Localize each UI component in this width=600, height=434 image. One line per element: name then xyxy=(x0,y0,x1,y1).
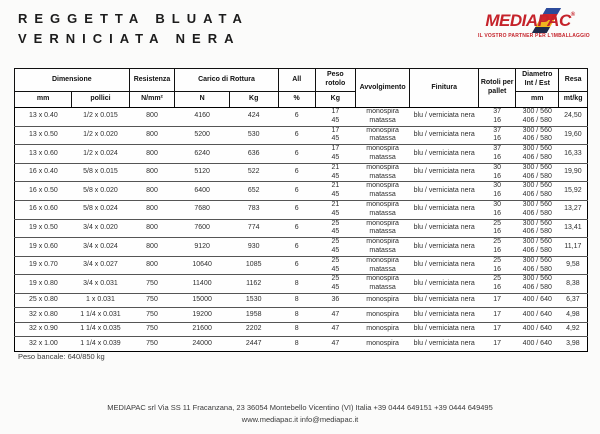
cell-rotoli-pallet: 30 16 xyxy=(479,163,516,182)
header-resa: Resa xyxy=(559,69,588,92)
cell-peso-rotolo: 47 xyxy=(331,339,340,347)
cell-pollici: 1/2 x 0.020 xyxy=(72,126,129,145)
page-title xyxy=(18,9,249,49)
cell-resistenza: 750 xyxy=(129,293,175,308)
cell-mm: 19 x 0.80 xyxy=(15,275,72,294)
cell-rotoli-pallet: 25 16 xyxy=(479,275,516,294)
page-title-line1: REGGETTA BLUATA xyxy=(18,11,249,26)
cell-rotoli-pallet: 17 xyxy=(479,308,516,323)
table-row xyxy=(15,182,588,201)
cell-avvolgimento: monospira matassa xyxy=(355,126,409,145)
cell-carico-n: 5200 xyxy=(175,126,229,145)
cell-avvolgimento: monospira xyxy=(355,322,409,337)
cell-all: 6 xyxy=(278,108,315,127)
cell-diametro: 400 / 640 xyxy=(516,322,559,337)
cell-carico-n: 5120 xyxy=(175,163,229,182)
table-row xyxy=(15,126,588,145)
cell-all: 8 xyxy=(278,308,315,323)
cell-all: 8 xyxy=(278,322,315,337)
header-dimensione: Dimensione xyxy=(15,69,130,92)
cell-mm: 32 x 0.80 xyxy=(15,308,72,323)
cell-carico-n: 7600 xyxy=(175,219,229,238)
footer-address: MEDIAPAC srl Via SS 11 Fracanzana, 23 36054 Montebello Vicentino (VI) Italia +39 0444 649151 +39 0444 649495 xyxy=(107,403,493,412)
cell-resistenza: 800 xyxy=(129,238,175,257)
cell-all: 8 xyxy=(278,275,315,294)
cell-rotoli-pallet: 30 16 xyxy=(479,200,516,219)
cell-pollici: 1 1/4 x 0.031 xyxy=(72,308,129,323)
cell-avvolgimento: monospira matassa xyxy=(355,182,409,201)
cell-finitura: blu / verniciata nera xyxy=(410,182,479,201)
cell-resistenza: 750 xyxy=(129,308,175,323)
cell-diametro: 400 / 640 xyxy=(522,339,552,347)
cell-avvolgimento: monospira matassa xyxy=(355,200,409,219)
header-unit-peso-kg: Kg xyxy=(315,92,355,108)
cell-resa: 6,37 xyxy=(559,293,588,308)
cell-carico-kg: 1530 xyxy=(229,293,278,308)
cell-carico-n: 24000 xyxy=(192,339,212,347)
cell-all: 6 xyxy=(278,182,315,201)
header-finitura: Finitura xyxy=(410,69,479,108)
cell-rotoli-pallet: 25 16 xyxy=(479,219,516,238)
cell-finitura: blu / verniciata nera xyxy=(410,308,479,323)
cell-pollici: 1/2 x 0.024 xyxy=(72,145,129,164)
header-peso-rotolo: Peso rotolo xyxy=(315,69,355,92)
cell-carico-kg: 424 xyxy=(229,108,278,127)
cell-all: 6 xyxy=(278,256,315,275)
header-unit-n: N xyxy=(175,92,229,108)
cell-resa: 16,33 xyxy=(559,145,588,164)
cell-all: 8 xyxy=(294,339,299,347)
cell-resistenza: 800 xyxy=(129,219,175,238)
cell-resa: 24,50 xyxy=(559,108,588,127)
cell-pollici: 1 x 0.031 xyxy=(72,293,129,308)
cell-finitura: blu / verniciata nera xyxy=(410,293,479,308)
cell-avvolgimento: monospira matassa xyxy=(355,256,409,275)
cell-mm: 16 x 0.50 xyxy=(15,182,72,201)
cell-resistenza: 800 xyxy=(129,126,175,145)
cell-mm: 16 x 0.40 xyxy=(15,163,72,182)
cell-diametro: 300 / 560 406 / 580 xyxy=(516,182,559,201)
cell-diametro: 400 / 640 xyxy=(516,293,559,308)
cell-carico-kg: 774 xyxy=(229,219,278,238)
cell-rotoli-pallet: 25 16 xyxy=(479,256,516,275)
cell-mm: 32 x 1.00 xyxy=(28,339,58,347)
cell-finitura: blu / verniciata nera xyxy=(410,163,479,182)
cell-carico-n: 6400 xyxy=(175,182,229,201)
cell-carico-kg: 2202 xyxy=(229,322,278,337)
footer-website: www.mediapac.it info@mediapac.it xyxy=(241,415,359,425)
cell-finitura: blu / verniciata nera xyxy=(410,219,479,238)
cell-pollici: 1 1/4 x 0.035 xyxy=(72,322,129,337)
header-unit-diametro-mm: mm xyxy=(516,92,559,108)
cell-resistenza: 750 xyxy=(146,339,158,347)
table-row xyxy=(15,200,588,219)
cell-all: 6 xyxy=(278,238,315,257)
cell-mm: 19 x 0.60 xyxy=(15,238,72,257)
cell-carico-kg: 1085 xyxy=(229,256,278,275)
cell-mm: 25 x 0.80 xyxy=(15,293,72,308)
cell-mm: 32 x 0.90 xyxy=(15,322,72,337)
cell-peso-rotolo: 21 45 xyxy=(315,200,355,219)
cell-carico-kg: 652 xyxy=(229,182,278,201)
cell-all: 6 xyxy=(278,145,315,164)
cell-peso-rotolo: 17 45 xyxy=(315,108,355,127)
table-body xyxy=(15,108,588,352)
header-unit-resa: mt/kg xyxy=(559,92,588,108)
cell-carico-n: 11400 xyxy=(175,275,229,294)
cell-all: 8 xyxy=(278,293,315,308)
cell-avvolgimento: monospira matassa xyxy=(355,275,409,294)
cell-rotoli-pallet: 25 16 xyxy=(479,238,516,257)
cell-rotoli-pallet: 17 xyxy=(479,293,516,308)
cell-pollici: 1/2 x 0.015 xyxy=(72,108,129,127)
cell-carico-n: 15000 xyxy=(175,293,229,308)
cell-resistenza: 800 xyxy=(129,256,175,275)
cell-diametro: 300 / 560 406 / 580 xyxy=(516,163,559,182)
page-title-line2: VERNICIATA NERA xyxy=(18,31,241,47)
cell-resistenza: 750 xyxy=(129,275,175,294)
cell-pollici: 3/4 x 0.024 xyxy=(72,238,129,257)
mediapac-logo xyxy=(478,11,590,39)
cell-pollici: 1 1/4 x 0.039 xyxy=(80,339,121,347)
cell-pollici: 5/8 x 0.020 xyxy=(72,182,129,201)
cell-pollici: 3/4 x 0.031 xyxy=(72,275,129,294)
table-row xyxy=(15,163,588,182)
header-unit-kg: Kg xyxy=(229,92,278,108)
cell-carico-n: 21600 xyxy=(175,322,229,337)
cell-finitura: blu / verniciata nera xyxy=(410,108,479,127)
cell-resa: 19,60 xyxy=(559,126,588,145)
cell-carico-n: 7680 xyxy=(175,200,229,219)
cell-avvolgimento: monospira matassa xyxy=(355,145,409,164)
table-row xyxy=(15,256,588,275)
header-unit-nmm2: N/mm² xyxy=(129,92,175,108)
cell-resistenza: 800 xyxy=(129,163,175,182)
cell-diametro: 300 / 560 406 / 580 xyxy=(516,219,559,238)
cell-pollici: 5/8 x 0.015 xyxy=(72,163,129,182)
cell-finitura: blu / verniciata nera xyxy=(410,126,479,145)
cell-resistenza: 800 xyxy=(129,108,175,127)
table-row xyxy=(15,108,588,127)
cell-resa: 4,98 xyxy=(559,308,588,323)
cell-peso-rotolo: 21 45 xyxy=(315,182,355,201)
cell-avvolgimento: monospira matassa xyxy=(355,219,409,238)
cell-avvolgimento: monospira xyxy=(355,308,409,323)
cell-finitura: blu / verniciata nera xyxy=(410,238,479,257)
cell-peso-rotolo: 25 45 xyxy=(315,219,355,238)
cell-mm: 13 x 0.40 xyxy=(15,108,72,127)
cell-carico-n: 9120 xyxy=(175,238,229,257)
cell-resa: 3,98 xyxy=(566,339,580,347)
page-footer xyxy=(0,402,600,427)
cell-mm: 19 x 0.50 xyxy=(15,219,72,238)
header-unit-percent: % xyxy=(278,92,315,108)
cell-diametro: 300 / 560 406 / 580 xyxy=(516,126,559,145)
cell-carico-kg: 1162 xyxy=(229,275,278,294)
cell-peso-rotolo: 25 45 xyxy=(315,275,355,294)
cell-finitura: blu / verniciata nera xyxy=(410,145,479,164)
cell-avvolgimento: monospira xyxy=(366,339,399,347)
cell-rotoli-pallet: 17 xyxy=(493,339,502,347)
logo-registered-mark: ® xyxy=(570,12,575,18)
cell-rotoli-pallet: 37 16 xyxy=(479,145,516,164)
cell-peso-rotolo: 17 45 xyxy=(315,126,355,145)
cell-all: 6 xyxy=(278,200,315,219)
cell-diametro: 300 / 560 406 / 580 xyxy=(516,256,559,275)
table-row xyxy=(15,293,588,308)
table-row xyxy=(15,275,588,294)
table-row xyxy=(15,238,588,257)
cell-carico-n: 19200 xyxy=(175,308,229,323)
cell-diametro: 300 / 560 406 / 580 xyxy=(516,108,559,127)
cell-diametro: 300 / 560 406 / 580 xyxy=(516,200,559,219)
cell-mm: 13 x 0.60 xyxy=(15,145,72,164)
cell-all: 6 xyxy=(278,126,315,145)
cell-resa: 4,92 xyxy=(559,322,588,337)
table-row xyxy=(15,322,588,337)
cell-resa: 19,90 xyxy=(559,163,588,182)
header-avvolgimento: Avvolgimento xyxy=(355,69,409,108)
cell-avvolgimento: monospira xyxy=(355,293,409,308)
cell-avvolgimento: monospira matassa xyxy=(355,163,409,182)
cell-finitura: blu / verniciata nera xyxy=(410,275,479,294)
header-rotoli-per-pallet: Rotoli per pallet xyxy=(479,69,516,108)
cell-avvolgimento: monospira matassa xyxy=(355,238,409,257)
table-row xyxy=(15,337,588,352)
cell-resistenza: 800 xyxy=(129,145,175,164)
cell-rotoli-pallet: 17 xyxy=(479,322,516,337)
logo-wordmark xyxy=(485,12,574,29)
cell-carico-kg: 522 xyxy=(229,163,278,182)
cell-avvolgimento: monospira matassa xyxy=(355,108,409,127)
cell-rotoli-pallet: 37 16 xyxy=(479,126,516,145)
cell-carico-kg: 2447 xyxy=(245,339,262,347)
header-unit-mm: mm xyxy=(15,92,72,108)
logo-tagline: IL VOSTRO PARTNER PER L'IMBALLAGGIO xyxy=(478,33,590,39)
cell-resa: 15,92 xyxy=(559,182,588,201)
cell-mm: 13 x 0.50 xyxy=(15,126,72,145)
cell-pollici: 5/8 x 0.024 xyxy=(72,200,129,219)
cell-resa: 9,58 xyxy=(559,256,588,275)
cell-diametro: 300 / 560 406 / 580 xyxy=(516,275,559,294)
footnote-peso-bancale: Peso bancale: 640/850 kg xyxy=(18,352,105,361)
cell-peso-rotolo: 25 45 xyxy=(315,238,355,257)
cell-peso-rotolo: 47 xyxy=(315,322,355,337)
header-all: All xyxy=(278,69,315,92)
header-diametro: Diametro Int / Est xyxy=(516,69,559,92)
cell-mm: 19 x 0.70 xyxy=(15,256,72,275)
cell-finitura: blu / verniciata nera xyxy=(410,322,479,337)
header-carico-di-rottura: Carico di Rottura xyxy=(175,69,278,92)
cell-carico-kg: 530 xyxy=(229,126,278,145)
cell-rotoli-pallet: 30 16 xyxy=(479,182,516,201)
table-row xyxy=(15,219,588,238)
cell-carico-kg: 783 xyxy=(229,200,278,219)
header-resistenza: Resistenza xyxy=(129,69,175,92)
cell-peso-rotolo: 17 45 xyxy=(315,145,355,164)
cell-resistenza: 800 xyxy=(129,200,175,219)
cell-resistenza: 800 xyxy=(129,182,175,201)
cell-carico-kg: 1958 xyxy=(229,308,278,323)
logo-brand-text: MEDIAPAC xyxy=(485,11,571,30)
cell-diametro: 300 / 560 406 / 580 xyxy=(516,238,559,257)
cell-resistenza: 750 xyxy=(129,322,175,337)
cell-resa: 8,38 xyxy=(559,275,588,294)
cell-finitura: blu / verniciata nera xyxy=(410,256,479,275)
table-row xyxy=(15,145,588,164)
cell-peso-rotolo: 25 45 xyxy=(315,256,355,275)
cell-mm: 16 x 0.60 xyxy=(15,200,72,219)
cell-peso-rotolo: 21 45 xyxy=(315,163,355,182)
cell-resa: 11,17 xyxy=(559,238,588,257)
cell-pollici: 3/4 x 0.027 xyxy=(72,256,129,275)
cell-carico-n: 4160 xyxy=(175,108,229,127)
cell-pollici: 3/4 x 0.020 xyxy=(72,219,129,238)
cell-carico-kg: 930 xyxy=(229,238,278,257)
cell-diametro: 300 / 560 406 / 580 xyxy=(516,145,559,164)
cell-finitura: blu / verniciata nera xyxy=(413,339,475,347)
cell-rotoli-pallet: 37 16 xyxy=(479,108,516,127)
cell-all: 6 xyxy=(278,219,315,238)
cell-finitura: blu / verniciata nera xyxy=(410,200,479,219)
cell-diametro: 400 / 640 xyxy=(516,308,559,323)
table-row xyxy=(15,308,588,323)
cell-resa: 13,41 xyxy=(559,219,588,238)
cell-peso-rotolo: 36 xyxy=(315,293,355,308)
cell-all: 6 xyxy=(278,163,315,182)
cell-peso-rotolo: 47 xyxy=(315,308,355,323)
cell-carico-kg: 636 xyxy=(229,145,278,164)
cell-carico-n: 10640 xyxy=(175,256,229,275)
cell-resa: 13,27 xyxy=(559,200,588,219)
cell-carico-n: 6240 xyxy=(175,145,229,164)
header-unit-pollici: pollici xyxy=(72,92,129,108)
product-spec-table xyxy=(14,68,588,352)
